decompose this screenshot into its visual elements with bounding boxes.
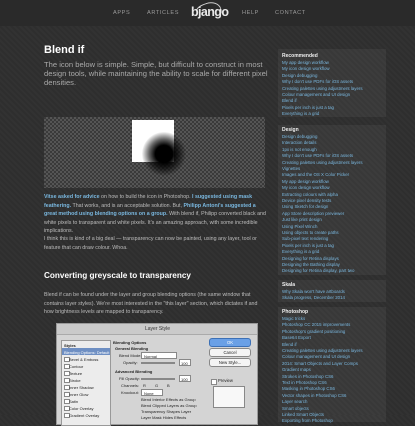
sidebar-link[interactable]: Linked Smart Objects — [282, 412, 324, 417]
nav-articles-link[interactable]: ARTICLES — [147, 10, 180, 16]
vitse-advice-link[interactable]: Vitse asked for advice — [44, 194, 100, 200]
logo-text: bjango — [191, 5, 229, 19]
general-blending-heading: General Blending — [115, 346, 149, 351]
sidebar-link[interactable]: Vignettes — [282, 166, 301, 171]
sidebar-link[interactable]: Layer search — [282, 399, 308, 405]
fill-opacity-field[interactable]: 100 — [179, 375, 191, 382]
styles-item[interactable]: Bevel & Emboss — [62, 355, 110, 362]
sidebar-link[interactable]: Strokes in Photoshop CS6 — [282, 373, 334, 379]
sidebar-link[interactable]: Designing for Retina display, part two — [282, 268, 355, 274]
blend-mode-label: Blend Mode: — [119, 353, 142, 358]
article-paragraph-2: I think this is kind of a big deal — transparency can now be painted, using any layer, tool or feature that can draw colour. Whoa. — [44, 236, 257, 251]
knockout-label: Knockout: — [121, 390, 139, 395]
sidebar-link[interactable]: My app design workflow — [282, 178, 329, 184]
sidebar-link[interactable]: Design debugging — [282, 72, 318, 78]
sidebar-link[interactable]: Just like print design — [282, 217, 322, 223]
sidebar-link[interactable]: Smart objects — [282, 405, 309, 411]
styles-item-blending-options[interactable]: Blending Options: Default — [64, 349, 110, 355]
option-blend-clipped[interactable]: Blend Clipped Layers as Group — [141, 403, 197, 408]
sidebar-link[interactable]: Blend if — [282, 98, 297, 104]
sidebar-link[interactable]: Images and the OS X Color Picker — [282, 172, 350, 178]
sidebar-heading: Skala — [282, 282, 296, 288]
sidebar-link[interactable]: Designing the Bathing display — [282, 262, 340, 267]
top-navigation — [0, 0, 415, 26]
article-paragraph-1: Vitse asked for advice on how to build the icon in Photoshop. I suggested using mask feathering. That works, and is an acceptable solution. But, Philipp Antoni's suggested a great method using blending options on a group. With blend if, Philipp converted black and white pixels to transparent and white pixels. It's an amazing approach, with some incredible implications. — [44, 194, 266, 234]
sidebar-link[interactable]: Sub-pixel text rendering — [282, 236, 329, 242]
section-heading: Converting greyscale to transparency — [44, 271, 191, 280]
sidebar-link[interactable]: Using objects to create paths — [282, 230, 339, 235]
sidebar-link[interactable]: Why I don't use PDFs for iOS assets — [282, 79, 354, 85]
sidebar-link[interactable]: Everything is a grid — [282, 111, 320, 117]
channel-r-checkbox[interactable]: R — [143, 383, 146, 388]
layer-style-dialog — [56, 323, 258, 425]
new-style-button[interactable]: New Style... — [209, 358, 251, 367]
blend-if-icon — [132, 120, 174, 162]
styles-item[interactable]: Color Overlay — [62, 404, 110, 411]
sidebar-link[interactable]: Text in Photoshop CS6 — [282, 380, 327, 385]
fill-opacity-label: Fill Opacity: — [119, 376, 140, 381]
bjango-logo[interactable] — [191, 3, 229, 23]
sidebar-link[interactable]: Blend if — [282, 341, 297, 347]
sidebar-link[interactable]: Base64 Export — [282, 335, 311, 341]
blend-mode-select[interactable]: Normal — [141, 352, 177, 359]
article — [44, 44, 269, 88]
sidebar-link[interactable]: Creating palettes using adjustment layers — [282, 159, 363, 165]
sidebar-link[interactable]: App Store description previewer — [282, 210, 345, 216]
article-lead: The icon below is simple. Simple, but difficult to construct in most design tools, while maintaining the ability to scale for different pixel densities. — [44, 60, 268, 88]
sidebar-heading: Recommended — [282, 53, 318, 59]
cancel-button[interactable]: Cancel — [209, 348, 251, 357]
sidebar-heading: Photoshop — [282, 309, 309, 315]
styles-header: Styles — [64, 342, 76, 348]
nav-apps-link[interactable]: APPS — [113, 10, 131, 16]
sidebar-link[interactable]: Why Skala won't have artboards — [282, 289, 345, 294]
sidebar-link[interactable]: Using Sketch for design — [282, 204, 329, 210]
page-title: Blend if — [44, 44, 85, 56]
sidebar-link[interactable]: Photoshop's gradient positioning — [282, 328, 346, 334]
styles-list — [61, 340, 111, 426]
sidebar-link[interactable]: 2014: Smart Objects and Layer Comps — [282, 360, 358, 366]
advanced-blending-heading: Advanced Blending — [115, 369, 153, 374]
opacity-slider[interactable] — [141, 362, 175, 364]
opacity-field[interactable]: 100 — [179, 359, 191, 366]
sidebar-link[interactable]: 1px is not enough — [282, 146, 317, 152]
styles-item[interactable]: Gradient Overlay — [62, 411, 110, 418]
sidebar-link[interactable]: Device pixel density tests — [282, 198, 332, 203]
styles-item[interactable]: Satin — [62, 397, 110, 404]
styles-item[interactable]: Contour — [62, 362, 110, 369]
icon-example-image — [44, 117, 265, 188]
mask-feathering-link[interactable]: I suggested using mask feathering. — [44, 194, 253, 209]
sidebar-link[interactable]: Colour management and UI design — [282, 92, 351, 97]
blending-options-panel — [113, 338, 205, 424]
blending-options-heading: Blending Options — [113, 340, 147, 345]
dialog-title: Layer Style — [145, 326, 171, 332]
sidebar-link[interactable]: My icon design workflow — [282, 185, 330, 191]
preview-label: Preview — [218, 378, 233, 383]
sidebar-link[interactable]: My icon design workflow — [282, 66, 330, 72]
sidebar-link[interactable]: Everything is a grid — [282, 249, 320, 255]
sidebar-link[interactable]: Extracting colours with alpha — [282, 191, 338, 197]
sidebar-link[interactable]: Skala progress, December 2014 — [282, 295, 345, 301]
article-paragraph-3: Blend if can be found under the layer and group blending options (the same window that contains layer styles). We're most interested in the "this layer" section, which dictates if and how brightness levels are mapped to transparency. — [44, 292, 258, 315]
option-blend-interior[interactable]: Blend Interior Effects as Group — [141, 397, 196, 402]
sidebar-link[interactable]: Pixels per inch is just a tag — [282, 242, 334, 248]
channel-g-checkbox[interactable]: G — [155, 383, 159, 388]
styles-item[interactable]: Stroke — [62, 376, 110, 383]
sidebar-link[interactable]: Using Pixel Winch — [282, 223, 318, 229]
sidebar-link[interactable]: Why I don't use PDFs for iOS assets — [282, 153, 354, 159]
sidebar-link[interactable]: Vector shapes in Photoshop CS6 — [282, 392, 347, 398]
sidebar-heading: Design — [282, 127, 299, 133]
sidebar-link[interactable]: Magic tricks — [282, 316, 306, 321]
styles-item[interactable]: Inner Shadow — [62, 383, 110, 390]
sidebar-link[interactable]: Interaction details — [282, 140, 317, 146]
philipp-antoni-link[interactable]: Philipp Antoni's suggested a great method using blending options on a group. — [44, 202, 256, 217]
preview-checkbox[interactable] — [211, 379, 217, 385]
styles-item[interactable]: Inner Glow — [62, 390, 110, 397]
sidebar-link[interactable]: Photoshop CC 2015 improvements — [282, 322, 351, 328]
preview-swatch — [213, 386, 245, 408]
sidebar-link[interactable]: Designing for Retina displays — [282, 255, 339, 261]
sidebar-link[interactable]: Gradient maps — [282, 367, 311, 373]
fill-opacity-slider[interactable] — [141, 378, 175, 380]
option-transparency-shapes[interactable]: Transparency Shapes Layer — [141, 409, 192, 414]
knockout-select[interactable]: None — [141, 389, 163, 396]
ok-button[interactable]: OK — [209, 338, 251, 347]
opacity-label: Opacity: — [123, 360, 138, 365]
channels-label: Channels: — [121, 383, 140, 388]
sidebar-link[interactable]: Pixels per inch is just a tag — [282, 104, 334, 110]
sidebar-link[interactable]: Creating palettes using adjustment layers — [282, 85, 363, 91]
sidebar-link[interactable]: Masking in Photoshop CS6 — [282, 386, 335, 392]
nav-contact-link[interactable]: CONTACT — [275, 10, 306, 16]
option-layer-mask-hides[interactable]: Layer Mask Hides Effects — [141, 415, 187, 420]
sidebar-link[interactable]: Design debugging — [282, 134, 318, 139]
sidebar-link[interactable]: Colour management and UI design — [282, 354, 351, 360]
styles-item[interactable]: Texture — [62, 369, 110, 376]
sidebar-link[interactable]: My app design workflow — [282, 60, 329, 65]
dialog-title-bar — [57, 324, 257, 335]
channel-b-checkbox[interactable]: B — [167, 383, 170, 388]
sidebar-link[interactable]: Creating palettes using adjustment layers — [282, 348, 363, 353]
nav-help-link[interactable]: HELP — [242, 10, 260, 16]
sidebar-link[interactable]: Exporting from Photoshop — [282, 418, 333, 424]
